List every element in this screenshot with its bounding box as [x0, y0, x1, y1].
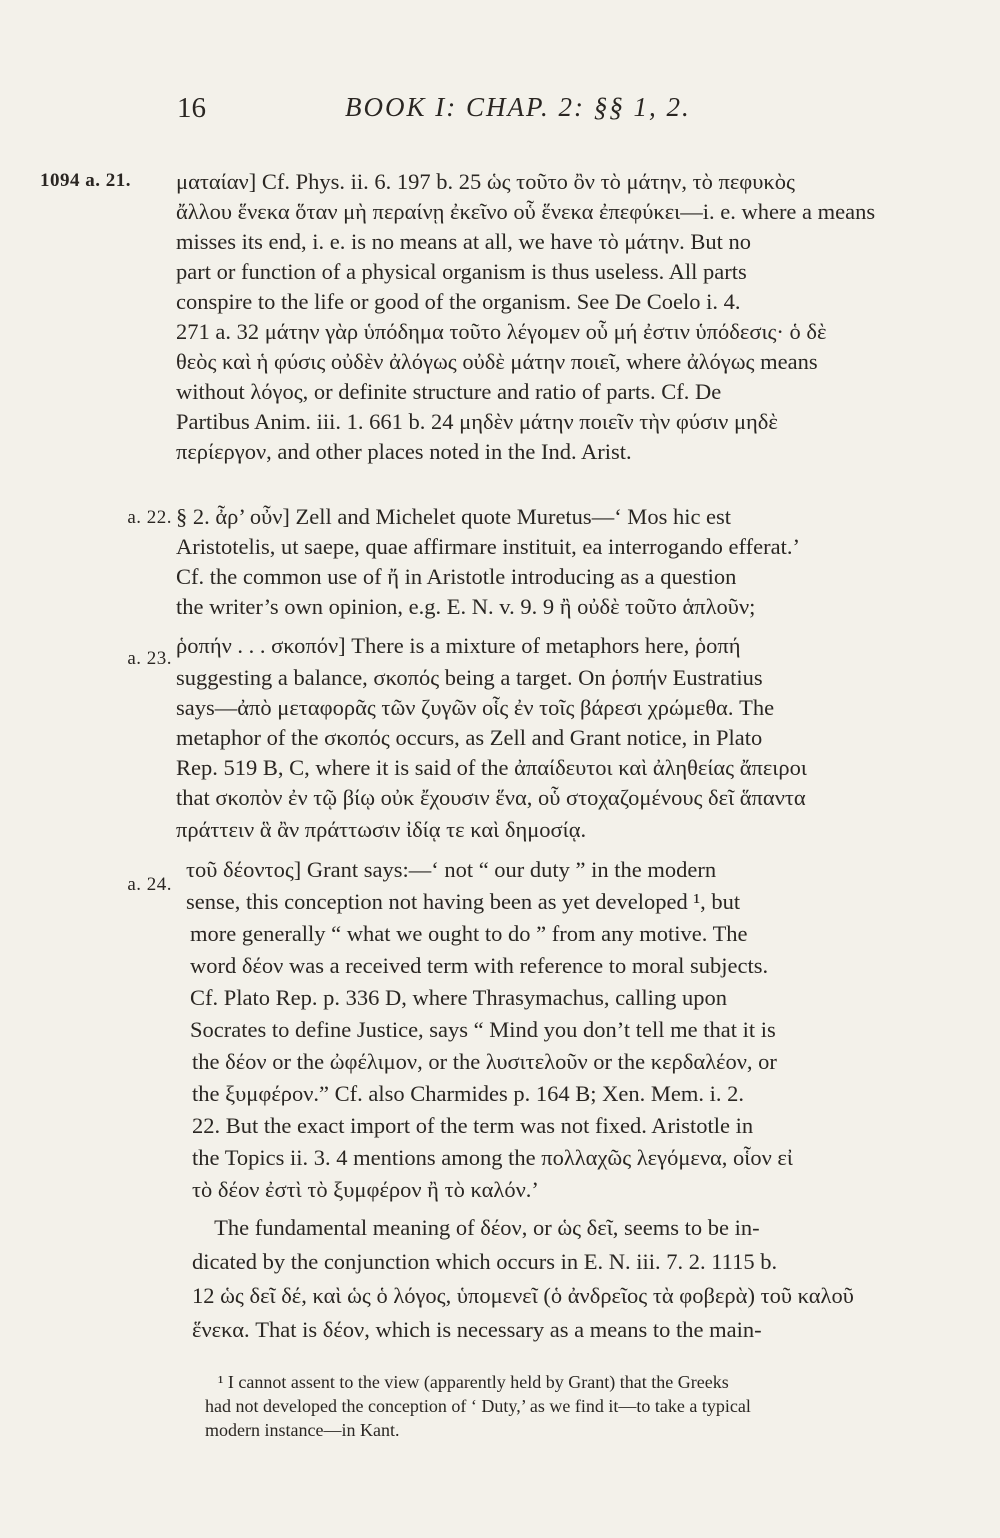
text-line: Cf. Plato Rep. p. 336 D, where Thrasymachus, calling upon	[190, 985, 727, 1010]
text-line: more generally “ what we ought to do ” from any motive. The	[190, 921, 748, 946]
text-line: Aristotelis, ut saepe, quae affirmare instituit, ea interrogando efferat.’	[176, 534, 800, 559]
text-line: Socrates to define Justice, says “ Mind you don’t tell me that it is	[190, 1017, 776, 1042]
text-line: ἄλλου ἕνεκα ὅταν μὴ περαίνῃ ἐκεῖνο οὗ ἕνεκα ἐπεφύκει—i. e. where a means	[176, 199, 876, 224]
line-reference: 1094 a. 21.	[40, 170, 131, 191]
footnote-line: modern instance—in Kant.	[205, 1420, 400, 1440]
line-reference: a. 24.	[127, 874, 172, 895]
text-line: says—ἀπὸ μεταφορᾶς τῶν ζυγῶν οἷς ἐν τοῖς βάρεσι χρώμεθα. The	[176, 695, 775, 720]
text-line: the writer’s own opinion, e.g. E. N. v. 9. 9 ἢ οὐδὲ τοῦτο ἁπλοῦν;	[176, 594, 756, 619]
text-line: περίεργον, and other places noted in the Ind. Arist.	[176, 439, 632, 464]
text-line: θεὸς καὶ ἡ φύσις οὐδὲν ἀλόγως οὐδὲ μάτην ποιεῖ, where ἀλόγως means	[176, 349, 818, 374]
text-line: dicated by the conjunction which occurs in E. N. iii. 7. 2. 1115 b.	[192, 1249, 778, 1274]
page-header	[0, 92, 1000, 132]
footnote-line: ¹ I cannot assent to the view (apparently held by Grant) that the Greeks	[218, 1372, 729, 1392]
text-line: ἕνεκα. That is δέον, which is necessary as a means to the main-	[192, 1317, 762, 1342]
text-line: ῥοπήν . . . σκοπόν] There is a mixture of metaphors here, ῥοπή	[176, 633, 741, 658]
line-reference: a. 23.	[127, 648, 172, 669]
text-line: 12 ὡς δεῖ δέ, καὶ ὡς ὁ λόγος, ὑπομενεῖ (ὁ ἀνδρεῖος τὰ φοβερὰ) τοῦ καλοῦ	[192, 1283, 854, 1308]
text-line: τὸ δέον ἐστὶ τὸ ξυμφέρον ἢ τὸ καλόν.’	[192, 1177, 539, 1202]
text-line: § 2. ἆρ’ οὖν] Zell and Michelet quote Muretus—‘ Mos hic est	[176, 504, 732, 529]
text-line: part or function of a physical organism is thus useless. All parts	[176, 259, 747, 284]
text-line: without λόγος, or definite structure and ratio of parts. Cf. De	[176, 379, 722, 404]
text-line: the ξυμφέρον.” Cf. also Charmides p. 164 B; Xen. Mem. i. 2.	[192, 1081, 745, 1106]
page-number: 16	[177, 92, 206, 124]
text-line: 271 a. 32 μάτην γὰρ ὑπόδημα τοῦτο λέγομεν οὗ μή ἐστιν ὑπόδεσις· ὁ δὲ	[176, 319, 827, 344]
text-line: The fundamental meaning of δέον, or ὡς δεῖ, seems to be in-	[192, 1215, 760, 1240]
text-line: τοῦ δέοντος] Grant says:—‘ not “ our duty ” in the modern	[186, 857, 717, 882]
text-line: sense, this conception not having been as yet developed ¹, but	[186, 889, 741, 914]
text-line: conspire to the life or good of the organism. See De Coelo i. 4.	[176, 289, 741, 314]
text-line: 22. But the exact import of the term was not fixed. Aristotle in	[192, 1113, 754, 1138]
text-line: ματαίαν] Cf. Phys. ii. 6. 197 b. 25 ὡς τοῦτο ὂν τὸ μάτην, τὸ πεφυκὸς	[176, 169, 795, 194]
text-line: Partibus Anim. iii. 1. 661 b. 24 μηδὲν μάτην ποιεῖν τὴν φύσιν μηδὲ	[176, 409, 778, 434]
text-line: misses its end, i. e. is no means at all, we have τὸ μάτην. But no	[176, 229, 752, 254]
text-line: suggesting a balance, σκοπός being a target. On ῥοπήν Eustratius	[176, 665, 763, 690]
text-line: Rep. 519 B, C, where it is said of the ἀπαίδευτοι καὶ ἀληθείας ἄπειροι	[176, 755, 807, 780]
footnote-line: had not developed the conception of ‘ Duty,’ as we find it—to take a typical	[205, 1396, 751, 1416]
text-line: Cf. the common use of ἤ in Aristotle introducing as a question	[176, 564, 737, 589]
text-line: πράττειν ἃ ἂν πράττωσιν ἰδίᾳ τε καὶ δημοσίᾳ.	[176, 817, 587, 842]
text-line: metaphor of the σκοπός occurs, as Zell and Grant notice, in Plato	[176, 725, 763, 750]
running-head: BOOK I: CHAP. 2: §§ 1, 2.	[345, 92, 691, 122]
line-reference: a. 22.	[127, 507, 172, 528]
text-line: the δέον or the ὠφέλιμον, or the λυσιτελοῦν or the κερδαλέον, or	[192, 1049, 777, 1074]
text-line: that σκοπὸν ἐν τῷ βίῳ οὐκ ἔχουσιν ἕνα, οὗ στοχαζομένους δεῖ ἅπαντα	[176, 785, 806, 810]
text-line: the Topics ii. 3. 4 mentions among the πολλαχῶς λεγόμενα, οἷον εἰ	[192, 1145, 793, 1170]
text-line: word δέον was a received term with reference to moral subjects.	[190, 953, 769, 978]
